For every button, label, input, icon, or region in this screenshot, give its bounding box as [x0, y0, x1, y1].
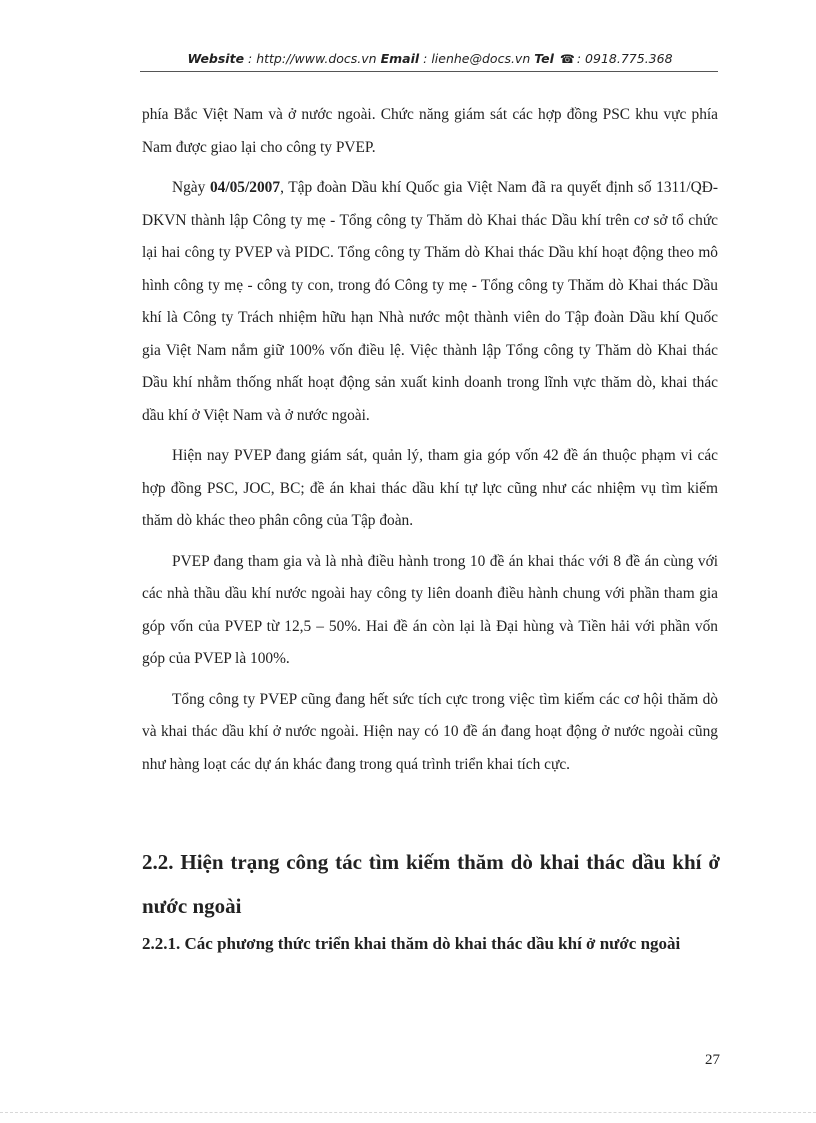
header-divider — [140, 71, 718, 72]
section-heading: 2.2. Hiện trạng công tác tìm kiếm thăm dò khai thác dầu khí ở nước ngoài — [142, 850, 720, 918]
paragraph-3: Hiện nay PVEP đang giám sát, quản lý, tham gia góp vốn 42 đề án thuộc phạm vi các hợp đồng PSC, JOC, BC; đề án khai thác dầu khí tự lực cũng như các nhiệm vụ tìm kiếm thăm dò khác theo phân công của Tập đoàn. — [142, 447, 718, 529]
tel-value: : 0918.775.368 — [576, 51, 673, 66]
phone-icon: ☎ — [559, 52, 575, 66]
subsection-heading: 2.2.1. Các phương thức triển khai thăm dò khai thác dầu khí ở nước ngoài — [142, 934, 681, 953]
email-value: : lienhe@docs.vn — [419, 51, 535, 66]
page-number: 27 — [705, 1052, 720, 1068]
page-header — [140, 51, 720, 66]
website-label: Website — [187, 51, 245, 66]
paragraph-1: phía Bắc Việt Nam và ở nước ngoài. Chức năng giám sát các hợp đồng PSC khu vực phía Nam được giao lại cho công ty PVEP. — [142, 106, 718, 156]
paragraph-2 — [142, 172, 718, 432]
footer-divider — [0, 1112, 816, 1113]
paragraph-5: Tổng công ty PVEP cũng đang hết sức tích cực trong việc tìm kiếm các cơ hội thăm dò và khai thác dầu khí ở nước ngoài. Hiện nay có 10 đề án đang hoạt động ở nước ngoài cũng như hàng loạt các dự án khác đang trong quá trình triển khai tích cực. — [142, 690, 718, 773]
tel-label: Tel — [534, 51, 554, 66]
document-body — [142, 99, 718, 781]
website-value: : http://www.docs.vn — [244, 51, 381, 66]
paragraph-2-date: 04/05/2007 — [209, 179, 281, 196]
paragraph-2-intro: Ngày — [172, 179, 210, 196]
email-label: Email — [380, 51, 420, 66]
paragraph-4: PVEP đang tham gia và là nhà điều hành trong 10 đề án khai thác với 8 đề án cùng với các nhà thầu dầu khí nước ngoài hay công ty liên doanh điều hành chung với phần tham gia góp vốn của PVEP từ 12,5 – 50%. Hai đề án còn lại là Đại hùng và Tiền hải với phần vốn góp của PVEP là 100%. — [142, 552, 718, 667]
paragraph-2-text: , Tập đoàn Dầu khí Quốc gia Việt Nam đã ra quyết định số 1311/QĐ-DKVN thành lập Công ty mẹ - Tổng công ty Thăm dò Khai thác Dầu khí trên cơ sở tổ chức lại hai công ty PVEP và PIDC. Tổng công ty Thăm dò Khai thác Dầu khí hoạt động theo mô hình công ty mẹ - công ty con, trong đó Công ty mẹ - Tổng công ty Thăm dò Khai thác Dầu khí là Công ty Trách nhiệm hữu hạn Nhà nước một thành viên do Tập đoàn Dầu khí Quốc gia Việt Nam nắm giữ 100% vốn điều lệ. Việc thành lập Tổng công ty Thăm dò Khai thác Dầu khí nhằm thống nhất hoạt động sản xuất kinh doanh trong lĩnh vực thăm dò, khai thác dầu khí ở Việt Nam và ở nước ngoài. — [142, 179, 718, 424]
